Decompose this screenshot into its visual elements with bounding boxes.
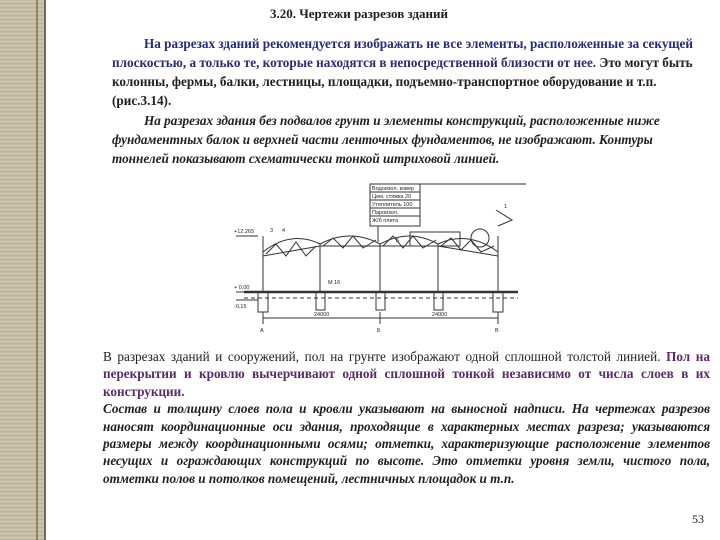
paragraph-basement	[112, 112, 702, 168]
paragraph-floors	[103, 348, 710, 487]
paragraph-intro	[112, 34, 702, 110]
decorative-frame	[0, 0, 46, 540]
note-line-1: Водоизол. ковер	[372, 186, 415, 192]
axis-a: А	[260, 328, 264, 334]
note-line-3: Утеплитель 100	[372, 202, 413, 208]
mark-4: 4	[282, 228, 286, 234]
note-line-2: Цем. стяжка 20	[372, 194, 412, 200]
building-section-drawing	[228, 180, 528, 340]
axis-b: Б	[377, 328, 381, 334]
span-right: 24000	[432, 312, 448, 318]
paragraph-intro-rest: Это могут быть колонны, фермы, балки, лестницы, площадки, подъемно-транспортное оборудование и т.п. (рис.3.14).	[112, 55, 693, 108]
paragraph-floors-a: В разрезах зданий и сооружений, пол на грунте изображают одной сплошной толстой линией.	[103, 349, 661, 364]
elevation-low: -0,15	[234, 304, 247, 310]
note-line-4: Пароизол.	[372, 210, 399, 216]
paragraph-floors-c: Состав и толщину слоев пола и кровли указывают на выносной надписи. На чертежах разрезов наносят координационные оси здания, проходящие в характерных местах разреза; указываются размеры между координационными осями; отметки, характеризующие расположение элементов несущих и ограждающих конструкций по высоте. Это отметки уровня земли, чистого пола, отметки полов и потолков помещений, лестничных площадок и т.п.	[103, 401, 710, 486]
note-line-5: Ж/б плита	[372, 218, 399, 224]
axis-c: В	[495, 328, 499, 334]
elevation-top: +12.265	[234, 229, 255, 235]
paragraph-basement-text: На разрезах здания без подвалов грунт и элементы конструкций, расположенные ниже фундаментных балок и верхней части ленточных фундаментов, не изображают. Контуры тоннелей показывают схематически тонкой штриховой линией.	[112, 113, 660, 166]
elevation-zero: + 0,00	[234, 285, 250, 291]
slide-title: 3.20. Чертежи разрезов зданий	[270, 6, 449, 21]
paragraph-floors-b: Пол на перекрытии и кровлю вычерчивают одной сплошной тонкой независимо от числа слоев в их конструкции.	[103, 349, 710, 399]
span-left: 24000	[314, 312, 330, 318]
mark-m16: М 16	[328, 280, 341, 286]
mark-3: 3	[270, 228, 274, 234]
paragraph-intro-lead: На разрезах зданий рекомендуется изображать не все элементы, расположенные за секущей плоскостью, а только те, которые находятся в непосредственной близости от нее.	[112, 36, 693, 70]
mark-5: 5	[396, 238, 400, 244]
mark-1: 1	[504, 204, 508, 210]
page-number: 53	[692, 512, 704, 526]
